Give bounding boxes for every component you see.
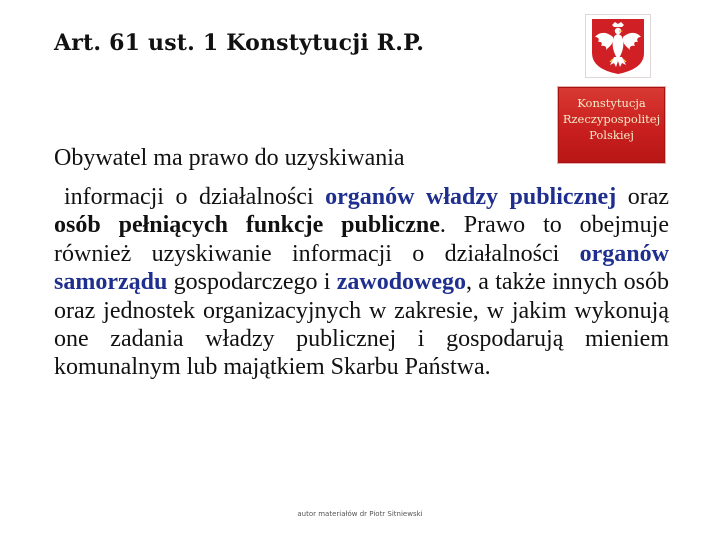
article-segment-bold: osób pełniących funkcje publiczne	[54, 212, 440, 239]
book-title-line-3: Polskiej	[589, 128, 634, 142]
white-eagle-emblem-icon	[586, 15, 650, 77]
article-segment-plain: . Prawo to obejmuje również uzyskiwanie informacji o działalności	[54, 212, 669, 267]
article-segment-plain: informacji o działalności	[64, 184, 326, 210]
article-segment-highlight: zawodowego	[336, 269, 467, 296]
slide-title: Art. 61 ust. 1 Konstytucji R.P.	[54, 30, 425, 56]
article-segment-highlight: organów władzy publicznej	[325, 184, 617, 210]
article-body	[54, 183, 669, 382]
article-segment-plain: oraz	[616, 184, 669, 210]
book-title	[558, 95, 665, 143]
book-title-line-1: Konstytucja	[577, 96, 646, 110]
constitution-book-cover	[558, 87, 665, 163]
article-segment-plain: gospodarczego i	[167, 269, 337, 296]
polish-eagle-emblem	[585, 14, 651, 78]
article-segment-plain: , a także innych osób oraz jednostek organizacyjnych w zakresie, w jakim wykonują one zadania władzy publicznej i gospodarują mieniem komunalnym lub majątkiem Skarbu Państwa.	[54, 269, 670, 381]
article-segment-highlight: organów samorządu	[54, 240, 669, 296]
book-title-line-2: Rzeczypospolitej	[562, 112, 661, 126]
article-lead: Obywatel ma prawo do uzyskiwania	[54, 145, 405, 171]
footer-credit: autor materiałów dr Piotr Sitniewski	[297, 510, 423, 518]
